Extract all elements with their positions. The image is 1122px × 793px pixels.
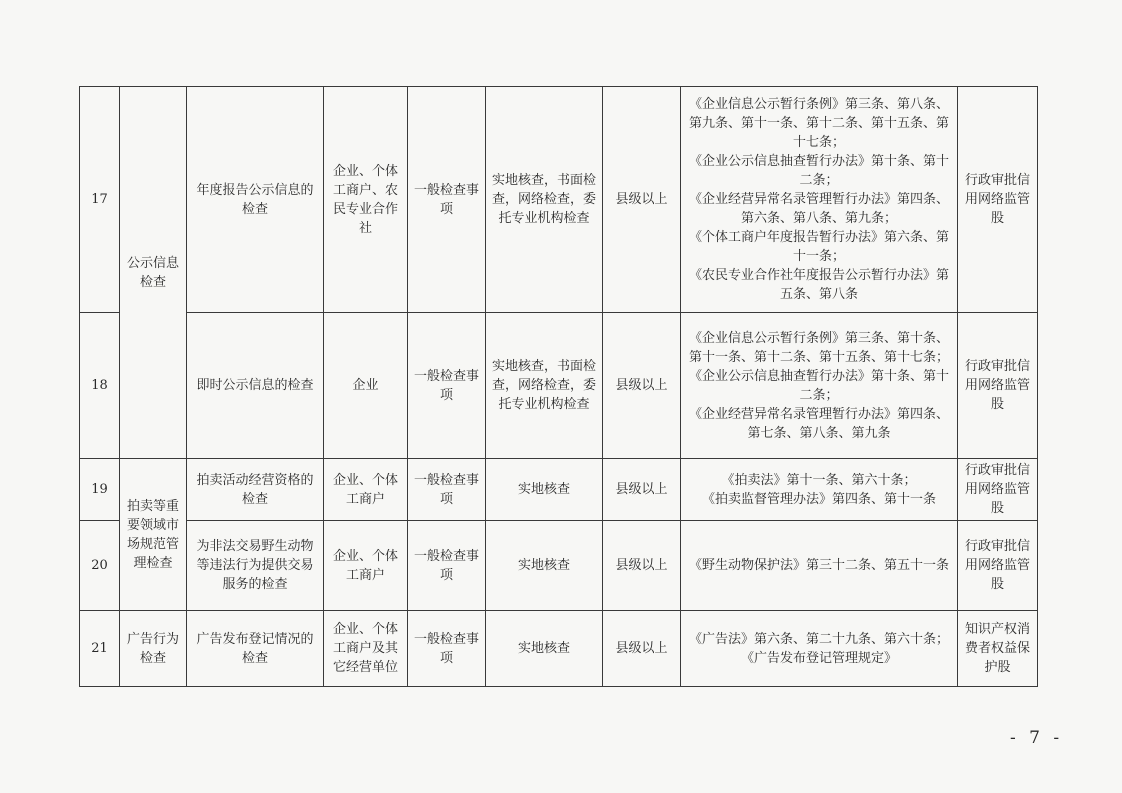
inspection-type: 一般检查事项: [408, 87, 486, 313]
basis-line: 《广告发布登记管理规定》: [740, 650, 897, 666]
inspection-level: 县级以上: [603, 521, 681, 611]
inspection-item: 广告发布登记情况的检查: [187, 611, 324, 687]
inspection-level: 县级以上: [603, 611, 681, 687]
responsible-department: 行政审批信用网络监管股: [958, 87, 1038, 313]
inspection-object: 企业: [324, 313, 408, 459]
table-row: [80, 611, 1038, 687]
inspection-method: 实地核查: [486, 521, 603, 611]
legal-basis: [681, 521, 958, 611]
inspection-item: 年度报告公示信息的检查: [187, 87, 324, 313]
basis-line: 《拍卖监督管理办法》第四条、第十一条: [701, 491, 936, 507]
inspection-level: 县级以上: [603, 313, 681, 459]
responsible-department: 行政审批信用网络监管股: [958, 521, 1038, 611]
responsible-department: 知识产权消费者权益保护股: [958, 611, 1038, 687]
page-number: - 7 -: [1010, 728, 1064, 748]
basis-line: 《企业经营异常名录管理暂行办法》第四条、第六条、第八条、第九条；: [688, 192, 949, 226]
inspection-items-table: [79, 86, 1038, 687]
category-cell: 拍卖等重要领域市场规范管理检查: [120, 459, 187, 611]
responsible-department: 行政审批信用网络监管股: [958, 313, 1038, 459]
inspection-level: 县级以上: [603, 459, 681, 521]
inspection-method: 实地核查，书面检查，网络检查，委托专业机构检查: [486, 87, 603, 313]
basis-line: 《企业公示信息抽查暂行办法》第十条、第十二条；: [688, 368, 949, 403]
inspection-object: 企业、个体工商户: [324, 459, 408, 521]
legal-basis: [681, 611, 958, 687]
inspection-object: 企业、个体工商户: [324, 521, 408, 611]
inspection-type: 一般检查事项: [408, 521, 486, 611]
basis-line: 《企业经营异常名录管理暂行办法》第四条、第七条、第八条、第九条: [688, 406, 949, 441]
table-row: [80, 87, 1038, 313]
basis-line: 《企业信息公示暂行条例》第三条、第八条、第九条、第十一条、第十二条、第十五条、第十七条；: [688, 97, 949, 150]
inspection-item: 为非法交易野生动物等违法行为提供交易服务的检查: [187, 521, 324, 611]
row-number: 21: [80, 611, 120, 687]
inspection-object: 企业、个体工商户及其它经营单位: [324, 611, 408, 687]
inspection-method: 实地核查: [486, 459, 603, 521]
table-row: [80, 313, 1038, 459]
table-row: [80, 459, 1038, 521]
basis-line: 《拍卖法》第十一条、第六十条；: [721, 472, 917, 488]
inspection-type: 一般检查事项: [408, 313, 486, 459]
inspection-item: 即时公示信息的检查: [187, 313, 324, 459]
inspection-level: 县级以上: [603, 87, 681, 313]
basis-line: 《广告法》第六条、第二十九条、第六十条；: [688, 631, 949, 647]
legal-basis: [681, 459, 958, 521]
category-cell: 广告行为检查: [120, 611, 187, 687]
table-row: [80, 521, 1038, 611]
legal-basis: [681, 313, 958, 459]
basis-line: 《个体工商户年度报告暂行办法》第六条、第十一条；: [688, 230, 949, 264]
row-number: 18: [80, 313, 120, 459]
inspection-method: 实地核查: [486, 611, 603, 687]
inspection-type: 一般检查事项: [408, 611, 486, 687]
basis-line: 《农民专业合作社年度报告公示暂行办法》第五条、第八条: [688, 268, 949, 302]
inspection-method: 实地核查，书面检查，网络检查，委托专业机构检查: [486, 313, 603, 459]
inspection-type: 一般检查事项: [408, 459, 486, 521]
row-number: 20: [80, 521, 120, 611]
legal-basis: [681, 87, 958, 313]
inspection-item: 拍卖活动经营资格的检查: [187, 459, 324, 521]
row-number: 19: [80, 459, 120, 521]
basis-line: 《企业公示信息抽查暂行办法》第十条、第十二条；: [688, 154, 949, 188]
basis-line: 《野生动物保护法》第三十二条、第五十一条: [688, 558, 949, 573]
inspection-object: 企业、个体工商户、农民专业合作社: [324, 87, 408, 313]
responsible-department: 行政审批信用网络监管股: [958, 459, 1038, 521]
basis-line: 《企业信息公示暂行条例》第三条、第十条、第十一条、第十二条、第十五条、第十七条；: [688, 330, 949, 365]
category-cell: 公示信息检查: [120, 87, 187, 459]
row-number: 17: [80, 87, 120, 313]
